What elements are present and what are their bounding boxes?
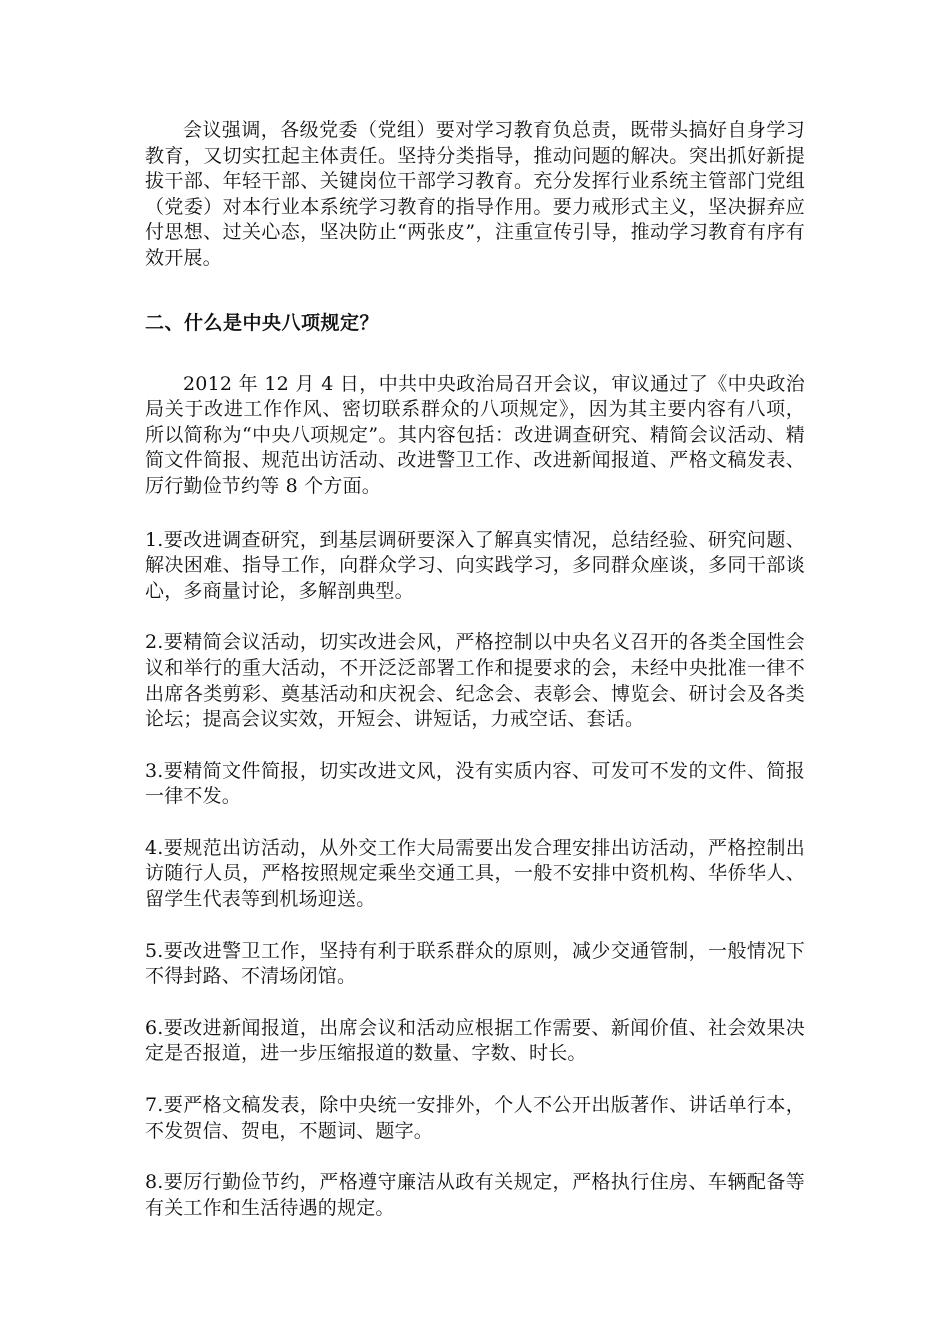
rule-item-1: 1.要改进调查研究，到基层调研要深入了解真实情况，总结经验、研究问题、解决困难、指导工作，向群众学习、向实践学习，多同群众座谈，多同干部谈心，多商量讨论，多解剖典型。 <box>145 528 805 602</box>
rule-item-6: 6.要改进新闻报道，出席会议和活动应根据工作需要、新闻价值、社会效果决定是否报道，进一步压缩报道的数量、字数、时长。 <box>145 1016 805 1065</box>
rule-item-7: 7.要严格文稿发表，除中央统一安排外，个人不公开出版著作、讲话单行本，不发贺信、贺电，不题词、题字。 <box>145 1094 805 1142</box>
section-intro-paragraph: 2012 年 12 月 4 日，中共中央政治局召开会议，审议通过了《中央政治局关于改进工作作风、密切联系群众的八项规定》，因为其主要内容有八项，所以简称为“中央八项规定”。其内容包括：改进调查研究、精简会议活动、精简文件简报、规范出访活动、改进警卫工作、改进新闻报道、严格文稿发表、厉行勤俭节约等 8 个方面。 <box>145 372 805 497</box>
rule-item-5: 5.要改进警卫工作，坚持有利于联系群众的原则，减少交通管制，一般情况下不得封路、不清场闭馆。 <box>145 939 805 988</box>
rule-item-2: 2.要精简会议活动，切实改进会风，严格控制以中央名义召开的各类全国性会议和举行的重大活动，不开泛泛部署工作和提要求的会，未经中央批准一律不出席各类剪彩、奠基活动和庆祝会、纪念会、表彰会、博览会、研讨会及各类论坛；提高会议实效，开短会、讲短话，力戒空话、套话。 <box>145 631 805 731</box>
rule-item-4: 4.要规范出访活动，从外交工作大局需要出发合理安排出访活动，严格控制出访随行人员，严格按照规定乘坐交通工具，一般不安排中资机构、华侨华人、留学生代表等到机场迎送。 <box>145 836 805 911</box>
rule-item-3: 3.要精简文件简报，切实改进文风，没有实质内容、可发可不发的文件、简报一律不发。 <box>145 759 805 808</box>
intro-paragraph: 会议强调，各级党委（党组）要对学习教育负总责，既带头搞好自身学习教育，又切实扛起主体责任。坚持分类指导，推动问题的解决。突出抓好新提拔干部、年轻干部、关键岗位干部学习教育。充分发挥行业系统主管部门党组（党委）对本行业本系统学习教育的指导作用。要力戒形式主义，坚决摒弃应付思想、过关心态，坚决防止“两张皮”，注重宣传引导，推动学习教育有序有效开展。 <box>145 119 805 269</box>
rule-item-8: 8.要厉行勤俭节约，严格遵守廉洁从政有关规定，严格执行住房、车辆配备等有关工作和生活待遇的规定。 <box>145 1171 805 1219</box>
document-page <box>145 118 805 1221</box>
section-heading: 二、什么是中央八项规定？ <box>145 311 380 334</box>
